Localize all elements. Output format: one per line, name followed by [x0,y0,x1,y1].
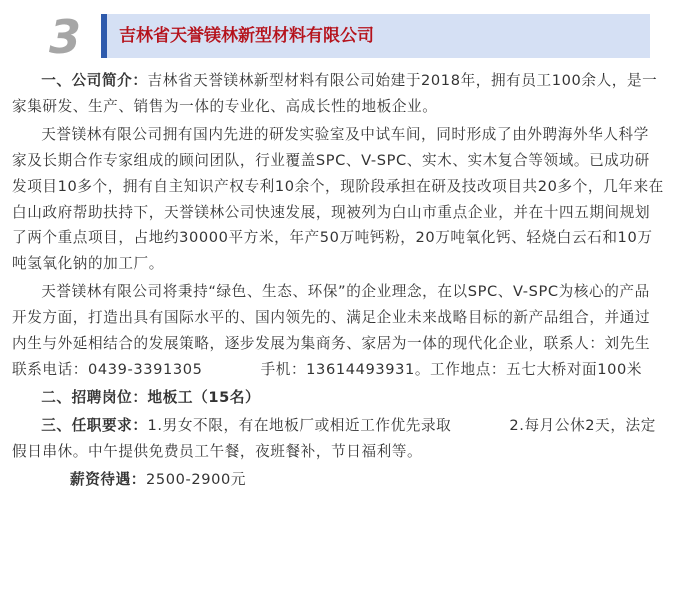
requirements-paragraph [12,413,664,465]
requirement-item-2: 2.每月公休2天，法定假日串休。中午提供免费员工午餐，夜班餐补，节日福利等。 [12,416,656,460]
intro-paragraph [12,68,664,120]
intro-text: 吉林省天誉镁林新型材料有限公司始建于2018年，拥有员工100余人，是一家集研发、生产、销售为一体的专业化、高成长性的地板企业。 [12,72,658,115]
intro-label: 一、公司简介： [41,72,148,89]
work-location: 工作地点：五七大桥对面100米 [430,360,643,378]
title-bar [101,14,650,58]
rd-paragraph: 天誉镁林有限公司拥有国内先进的研发实验室及中试车间，同时形成了由外聘海外华人科学家及长期合作专家组成的顾问团队，行业覆盖SPC、V-SPC、实木、实木复合等领域。已成功研发项目10多个，拥有自主知识产权专利10余个，现阶段承担在研及技改项目共20多个，几年来在白山政府帮助扶持下，天誉镁林公司快速发展，现被列为白山市重点企业，并在十四五期间规划了两个重点项目，占地约30000平方米，年产50万吨钙粉，20万吨氧化钙、轻烧白云石和10万吨氢氧化钠的加工厂。 [12,125,664,273]
mobile-number: 13614493931。 [306,360,431,378]
salary-paragraph [12,467,664,493]
mobile-label: 手机： [260,360,307,378]
job-paragraph [12,385,664,411]
requirements-label: 三、任职要求： [41,416,148,434]
philosophy-text: 天誉镁林有限公司将秉持“绿色、生态、环保”的企业理念，在以SPC、V-SPC为核心的产品开发方面，打造出具有国际水平的、国内领先的、满足企业未来战略目标的新产品组合，并通过内生与外延相结合的发展策略，逐步发展为集商务、家居为一体的现代化企业，联系人：刘先生联系电话：0439-3391305 [12,283,651,378]
section-number: 3 [48,10,79,64]
job-label: 二、招聘岗位：地板工（15名） [41,388,261,406]
salary-value: 2500-2900元 [145,470,247,488]
requirement-item-1: 1.男女不限，有在地板厂或相近工作优先录取 [147,416,452,434]
salary-label: 薪资待遇： [70,470,146,488]
philosophy-paragraph [12,279,664,383]
article-body [12,68,664,493]
company-title: 吉林省天誉镁林新型材料有限公司 [119,26,374,46]
